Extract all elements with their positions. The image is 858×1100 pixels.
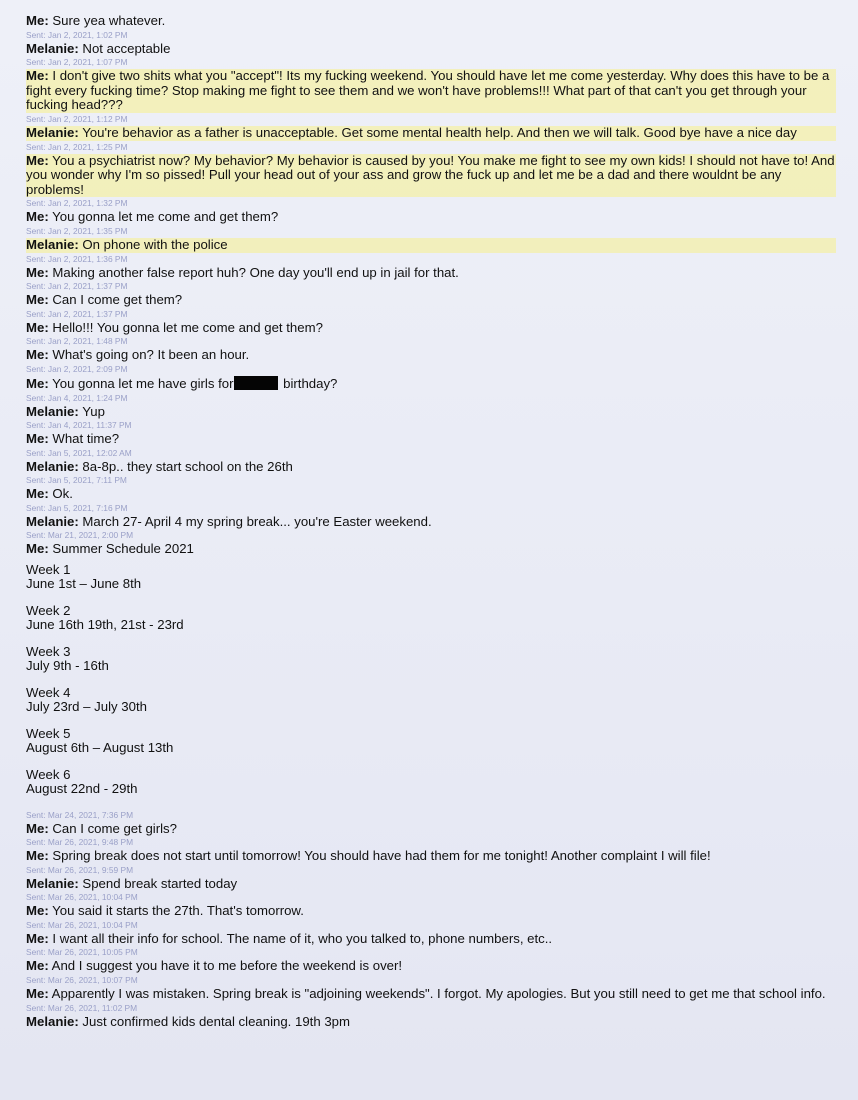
message-sender: Me: [26, 930, 49, 946]
week-label: Week 6 [26, 766, 71, 782]
message-text: Hello!!! You gonna let me come and get them? [48, 319, 323, 335]
schedule-week [26, 604, 836, 632]
message-sender: Me: [26, 486, 49, 502]
message-text: Can I come get them? [48, 292, 183, 308]
message-item [26, 460, 836, 488]
message-text: Sure yea whatever. [48, 13, 166, 28]
week-dates: August 6th – August 13th [26, 739, 174, 755]
message-text: Just confirmed kids dental cleaning. 19th 3pm [78, 1013, 350, 1029]
sent-timestamp: Sent: Jan 2, 2021, 1:48 PM [26, 336, 128, 347]
sent-timestamp: Sent: Jan 2, 2021, 1:32 PM [26, 198, 128, 209]
message-item [26, 266, 836, 294]
message-sender: Me: [26, 264, 49, 280]
sent-timestamp: Sent: Jan 2, 2021, 1:25 PM [26, 141, 128, 152]
message-group-mar-26 [26, 822, 836, 1030]
schedule-week [26, 727, 836, 755]
sent-timestamp: Sent: Mar 26, 2021, 10:04 PM [26, 919, 138, 930]
message-sender: Me: [26, 986, 49, 1002]
sent-timestamp: Sent: Jan 2, 2021, 1:37 PM [26, 281, 128, 292]
message-sender: Me: [26, 292, 49, 308]
week-dates: July 23rd – July 30th [26, 698, 147, 714]
message-item [26, 238, 836, 266]
sent-timestamp: Sent: Jan 5, 2021, 7:11 PM [26, 475, 127, 486]
sent-timestamp: Sent: Mar 26, 2021, 9:48 PM [26, 837, 134, 848]
message-sender: Me: [26, 848, 49, 864]
message-birthday [26, 376, 836, 405]
message-item [26, 822, 836, 850]
sent-timestamp: Sent: Jan 4, 2021, 1:24 PM [26, 392, 128, 403]
message-text: 8a-8p.. they start school on the 26th [78, 458, 293, 474]
sent-timestamp: Sent: Jan 2, 2021, 1:36 PM [26, 253, 128, 264]
message-text: Spring break does not start until tomorrow! You should have had them for me tonight! Another complaint I will file! [48, 848, 711, 864]
sent-timestamp: Sent: Jan 2, 2021, 1:07 PM [26, 57, 128, 68]
sent-timestamp: Sent: Mar 26, 2021, 10:07 PM [26, 975, 138, 986]
week-dates: June 16th 19th, 21st - 23rd [26, 617, 184, 633]
schedule-week [26, 645, 836, 673]
message-item [26, 487, 836, 515]
message-sender: Me: [26, 431, 49, 447]
schedule-week [26, 768, 836, 796]
message-item [26, 904, 836, 932]
message-sender: Melanie: [26, 40, 79, 56]
message-text: Ok. [48, 486, 73, 502]
schedule-weeks [26, 563, 836, 796]
message-sender: Melanie: [26, 403, 79, 419]
sent-timestamp: Sent: Jan 2, 2021, 2:09 PM [26, 363, 128, 374]
message-text: Apparently I was mistaken. Spring break is "adjoining weekends". I forgot. My apologies. But you still need to get me that school info. [48, 986, 826, 1002]
week-label: Week 4 [26, 684, 71, 700]
message-item [26, 849, 836, 877]
sent-timestamp: Sent: Jan 2, 2021, 1:37 PM [26, 308, 128, 319]
sent-timestamp: Sent: Jan 5, 2021, 7:16 PM [26, 502, 128, 513]
message-item [26, 877, 836, 905]
message-sender: Melanie: [26, 1013, 79, 1029]
message-item [26, 348, 836, 376]
message-text: Yup [78, 403, 105, 419]
message-sender: Melanie: [26, 875, 79, 891]
message-item [26, 405, 836, 433]
message-text: What's going on? It been an hour. [48, 347, 250, 363]
message-sender: Me: [26, 347, 49, 363]
message-item [26, 515, 836, 543]
schedule-week [26, 563, 836, 591]
message-sender: Melanie: [26, 513, 79, 529]
message-text: On phone with the police [78, 236, 228, 252]
message-sender: Melanie: [26, 124, 79, 140]
message-sender: Me: [26, 541, 49, 557]
sent-timestamp: Sent: Mar 26, 2021, 11:02 PM [26, 1002, 138, 1013]
message-text: What time? [48, 431, 120, 447]
message-sender: Me: [26, 13, 49, 28]
message-item [26, 932, 836, 960]
message-item [26, 210, 836, 238]
message-group-jan-mar [26, 405, 836, 543]
message-item [26, 959, 836, 987]
message-text: Not acceptable [78, 40, 171, 56]
message-sender: Me: [26, 958, 49, 974]
sent-timestamp: Sent: Jan 5, 2021, 12:02 AM [26, 447, 132, 458]
week-dates: June 1st – June 8th [26, 576, 142, 592]
week-label: Week 3 [26, 643, 71, 659]
message-item [26, 1015, 836, 1030]
message-text: You're behavior as a father is unacceptable. Get some mental health help. And then we will talk. Good bye have a nice day [78, 124, 797, 140]
message-item [26, 321, 836, 349]
message-text: I don't give two shits what you "accept"! Its my fucking weekend. You should have let me come yesterday. Why does this have to be a fight every fucking time? Stop making me fight to see them and we won't have problems!!! What part of that can't you get through your fucking head??? [26, 68, 830, 113]
message-text: I want all their info for school. The name of it, who you talked to, phone numbers, etc.. [48, 930, 553, 946]
message-text: You a psychiatrist now? My behavior? My behavior is caused by you! You make me fight to see my own kids! I should not have to! And you wonder why I'm so pissed! Pull your head out of your ass and grow the fuck up and let me be a dad and there wouldnt be any problems! [26, 152, 835, 197]
message-sender: Me: [26, 68, 49, 84]
week-dates: August 22nd - 29th [26, 780, 138, 796]
message-sender: Me: [26, 820, 49, 836]
message-sender: Melanie: [26, 236, 79, 252]
message-text: March 27- April 4 my spring break... you're Easter weekend. [78, 513, 432, 529]
sent-timestamp: Sent: Mar 26, 2021, 9:59 PM [26, 864, 134, 875]
message-text: You gonna let me have girls for [48, 375, 234, 391]
message-item [26, 126, 836, 154]
message-text-end: birthday? [279, 375, 338, 391]
message-sender: Me: [26, 903, 49, 919]
message-item [26, 42, 836, 70]
week-label: Week 1 [26, 562, 71, 578]
message-text: Can I come get girls? [48, 820, 177, 836]
message-item [26, 987, 836, 1015]
message-item [26, 14, 836, 42]
message-item [26, 432, 836, 460]
sent-timestamp: Sent: Jan 2, 2021, 1:35 PM [26, 225, 128, 236]
message-item [26, 293, 836, 321]
schedule-week [26, 686, 836, 714]
redaction-box [234, 376, 278, 390]
week-label: Week 2 [26, 602, 71, 618]
message-sender: Me: [26, 152, 49, 168]
message-item [26, 154, 836, 211]
message-text: Making another false report huh? One day you'll end up in jail for that. [48, 264, 459, 280]
message-text: And I suggest you have it to me before the weekend is over! [48, 958, 403, 974]
message-group-jan-2 [26, 14, 836, 376]
week-dates: July 9th - 16th [26, 658, 109, 674]
schedule-title: Summer Schedule 2021 [48, 541, 194, 557]
sent-timestamp: Sent: Jan 4, 2021, 11:37 PM [26, 420, 132, 431]
sent-timestamp: Sent: Jan 2, 2021, 1:02 PM [26, 29, 128, 40]
message-text: You said it starts the 27th. That's tomorrow. [48, 903, 304, 919]
message-sender: Me: [26, 209, 49, 225]
sent-timestamp: Sent: Mar 21, 2021, 2:00 PM [26, 530, 134, 541]
message-text: Spend break started today [78, 875, 238, 891]
sent-timestamp: Sent: Mar 26, 2021, 10:04 PM [26, 892, 138, 903]
sent-timestamp: Sent: Mar 26, 2021, 10:05 PM [26, 947, 138, 958]
message-sender: Melanie: [26, 458, 79, 474]
sent-timestamp: Sent: Mar 24, 2021, 7:36 PM [26, 809, 134, 820]
sent-timestamp: Sent: Jan 2, 2021, 1:12 PM [26, 113, 128, 124]
message-text: You gonna let me come and get them? [48, 209, 279, 225]
message-summer-schedule [26, 542, 836, 821]
message-item [26, 69, 836, 126]
message-sender: Me: [26, 319, 49, 335]
week-label: Week 5 [26, 725, 71, 741]
message-sender: Me: [26, 375, 49, 391]
